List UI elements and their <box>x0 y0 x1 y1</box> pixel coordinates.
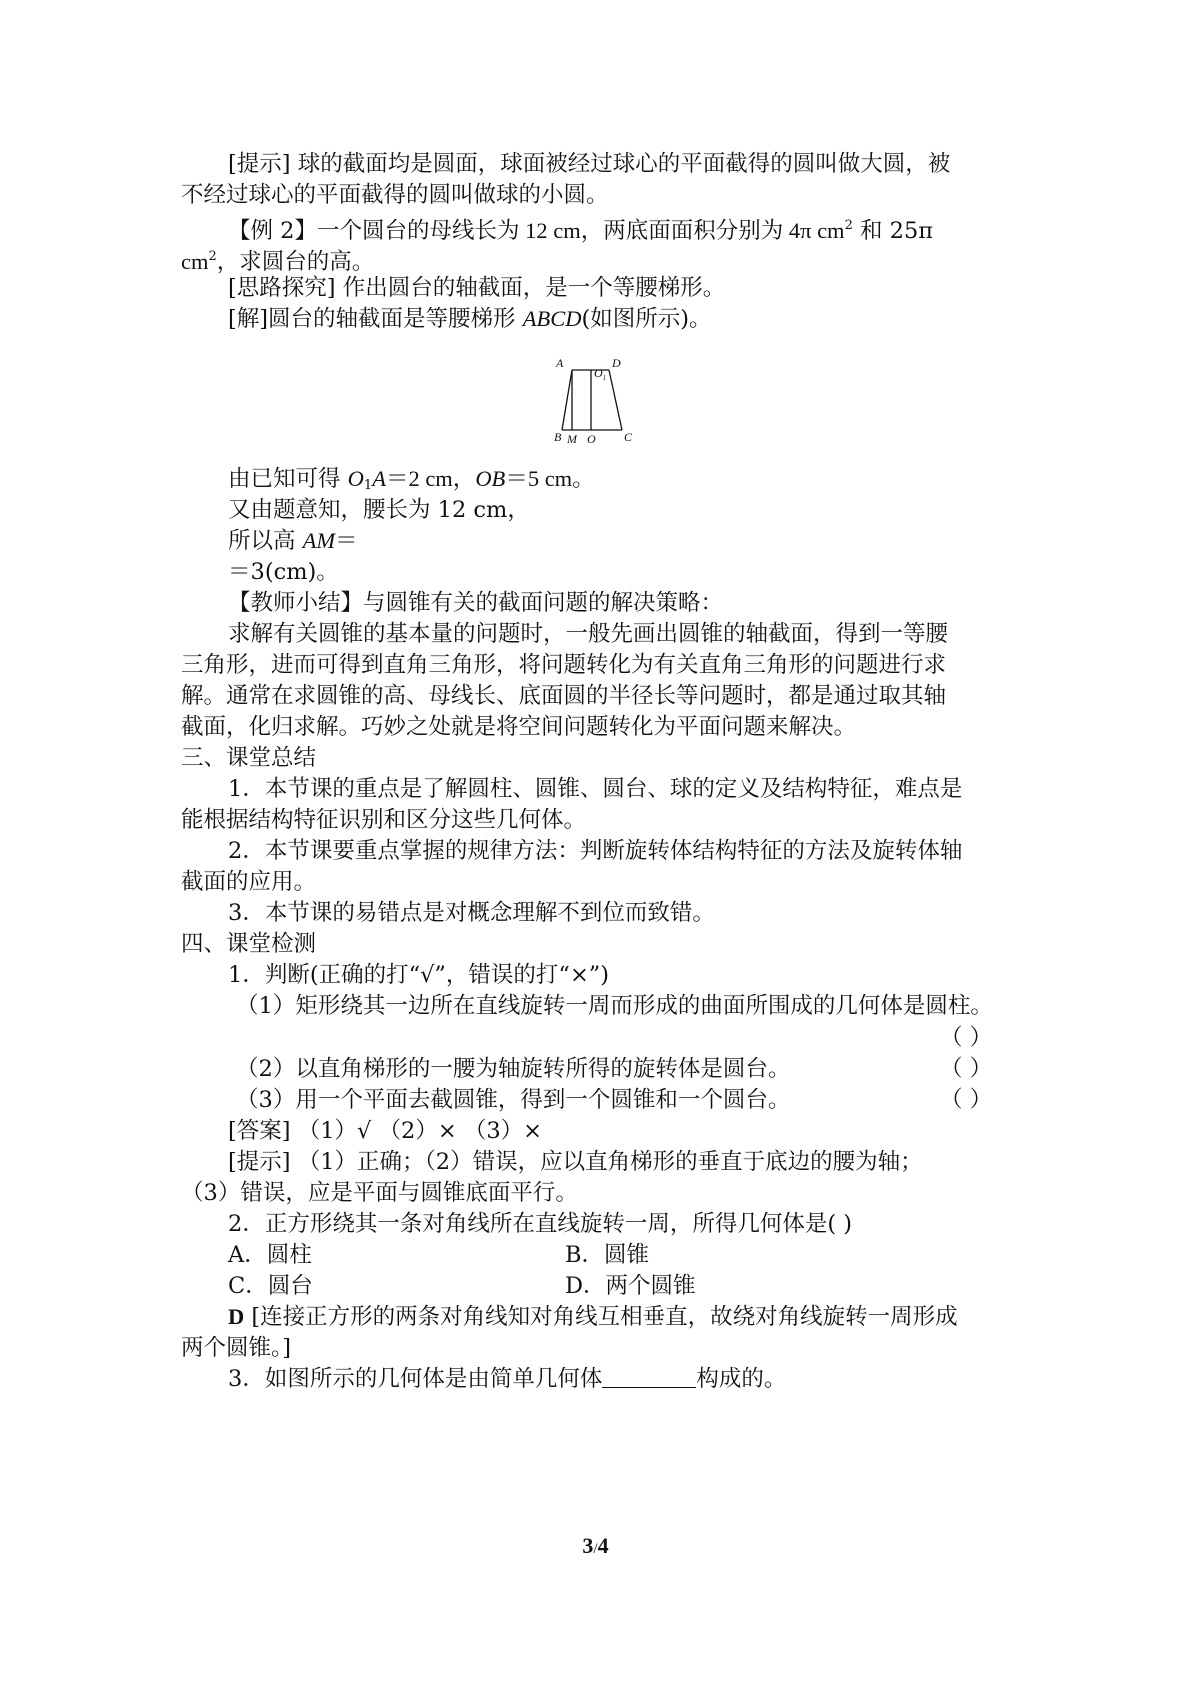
section3-heading: 三、课堂总结 <box>181 745 317 771</box>
q2-option-d: D．两个圆锥 <box>565 1273 696 1299</box>
waist-line: 又由题意知，腰长为 12 cm， <box>228 497 530 523</box>
s3-item3: 3．本节课的易错点是对概念理解不到位而致错。 <box>228 900 715 926</box>
s3-item2-line1: 2．本节课要重点掌握的规律方法：判断旋转体结构特征的方法及旋转体轴 <box>228 838 963 864</box>
label-B: B <box>554 430 562 444</box>
q1-answer: [答案] （1）√ （2）× （3）× <box>228 1118 543 1144</box>
s3-item1-line2: 能根据结构特征识别和区分这些几何体。 <box>181 807 587 833</box>
q1-3-parens: （ ） <box>940 1087 993 1113</box>
summary-line: 截面，化归求解。巧妙之处就是将空间问题转化为平面问题来解决。 <box>181 714 857 740</box>
summary-title: 【教师小结】与圆锥有关的截面问题的解决策略： <box>228 590 724 616</box>
summary-line: 三角形，进而可得到直角三角形，将问题转化为有关直角三角形的问题进行求 <box>181 652 947 678</box>
q2-answer-line2: 两个圆锥。] <box>181 1335 292 1361</box>
page-footer <box>0 1533 1191 1559</box>
s3-item1-line1: 1．本节课的重点是了解圆柱、圆锥、圆台、球的定义及结构特征，难点是 <box>228 776 963 802</box>
hint2-line1: [提示] （1）正确；（2）错误，应以直角梯形的垂直于底边的腰为轴； <box>228 1149 923 1175</box>
result-line: ＝3(cm)。 <box>228 559 339 585</box>
q2-option-c: C．圆台 <box>228 1273 313 1299</box>
q2-stem: 2．正方形绕其一条对角线所在直线旋转一周，所得几何体是( ) <box>228 1211 853 1237</box>
q3-stem: 3．如图所示的几何体是由简单几何体 构成的。 <box>228 1366 787 1392</box>
hint2-line2: （3）错误，应是平面与圆锥底面平行。 <box>181 1180 578 1206</box>
trapezoid-figure <box>554 357 684 449</box>
hint1-line1: [提示] 球的截面均是圆面，球面被经过球心的平面截得的圆叫做大圆，被 <box>228 151 951 177</box>
label-C: C <box>624 430 633 444</box>
known-line: 由已知可得 $O_1A=2$ cm，OB＝5 cm。 <box>228 466 595 493</box>
summary-line: 求解有关圆锥的基本量的问题时，一般先画出圆锥的轴截面，得到一等腰 <box>228 621 949 647</box>
page-number: 3 <box>582 1533 594 1558</box>
label-D: D <box>612 357 621 370</box>
summary-line: 解。通常在求圆锥的高、母线长、底面圆的半径长等问题时，都是通过取其轴 <box>181 683 947 709</box>
q1-stem: 1．判断(正确的打“√”，错误的打“×”) <box>228 962 610 988</box>
q1-1-parens: （ ） <box>940 1025 993 1051</box>
hint1-line2: 不经过球心的平面截得的圆叫做球的小圆。 <box>181 182 609 208</box>
q1-2-parens: （ ） <box>940 1056 993 1082</box>
q2-option-a: A．圆柱 <box>228 1242 312 1268</box>
q2-answer-line1: D [连接正方形的两条对角线知对角线互相垂直，故绕对角线旋转一周形成 <box>228 1304 958 1330</box>
q1-statement-3: （3）用一个平面去截圆锥，得到一个圆锥和一个圆台。 <box>236 1087 791 1113</box>
example2-line1: 【例 2】一个圆台的母线长为 12 cm，两底面面积分别为 4π $cm^2$ 和 25π <box>228 218 934 244</box>
label-O1: $O_1$ <box>594 366 607 382</box>
s3-item2-line2: 截面的应用。 <box>181 869 317 895</box>
idea-line: [思路探究] 作出圆台的轴截面，是一个等腰梯形。 <box>228 275 726 301</box>
label-M: M <box>567 432 577 446</box>
solution-line: [解]圆台的轴截面是等腰梯形 ABCD(如图所示)。 <box>228 306 712 332</box>
q1-statement-1: （1）矩形绕其一边所在直线旋转一周而形成的曲面所围成的几何体是圆柱。 <box>236 993 993 1019</box>
q1-statement-2: （2）以直角梯形的一腰为轴旋转所得的旋转体是圆台。 <box>236 1056 791 1082</box>
page-separator: / <box>593 1541 598 1557</box>
label-A: A <box>556 357 564 370</box>
label-O: O <box>587 432 596 446</box>
section4-heading: 四、课堂检测 <box>181 931 317 957</box>
height-line: 所以高 AM＝ <box>228 528 358 554</box>
page-total: 4 <box>597 1533 609 1558</box>
q2-option-b: B．圆锥 <box>565 1242 650 1268</box>
answer-blank[interactable] <box>602 1367 696 1388</box>
example2-line2: $cm^2$，求圆台的高。 <box>181 249 375 275</box>
